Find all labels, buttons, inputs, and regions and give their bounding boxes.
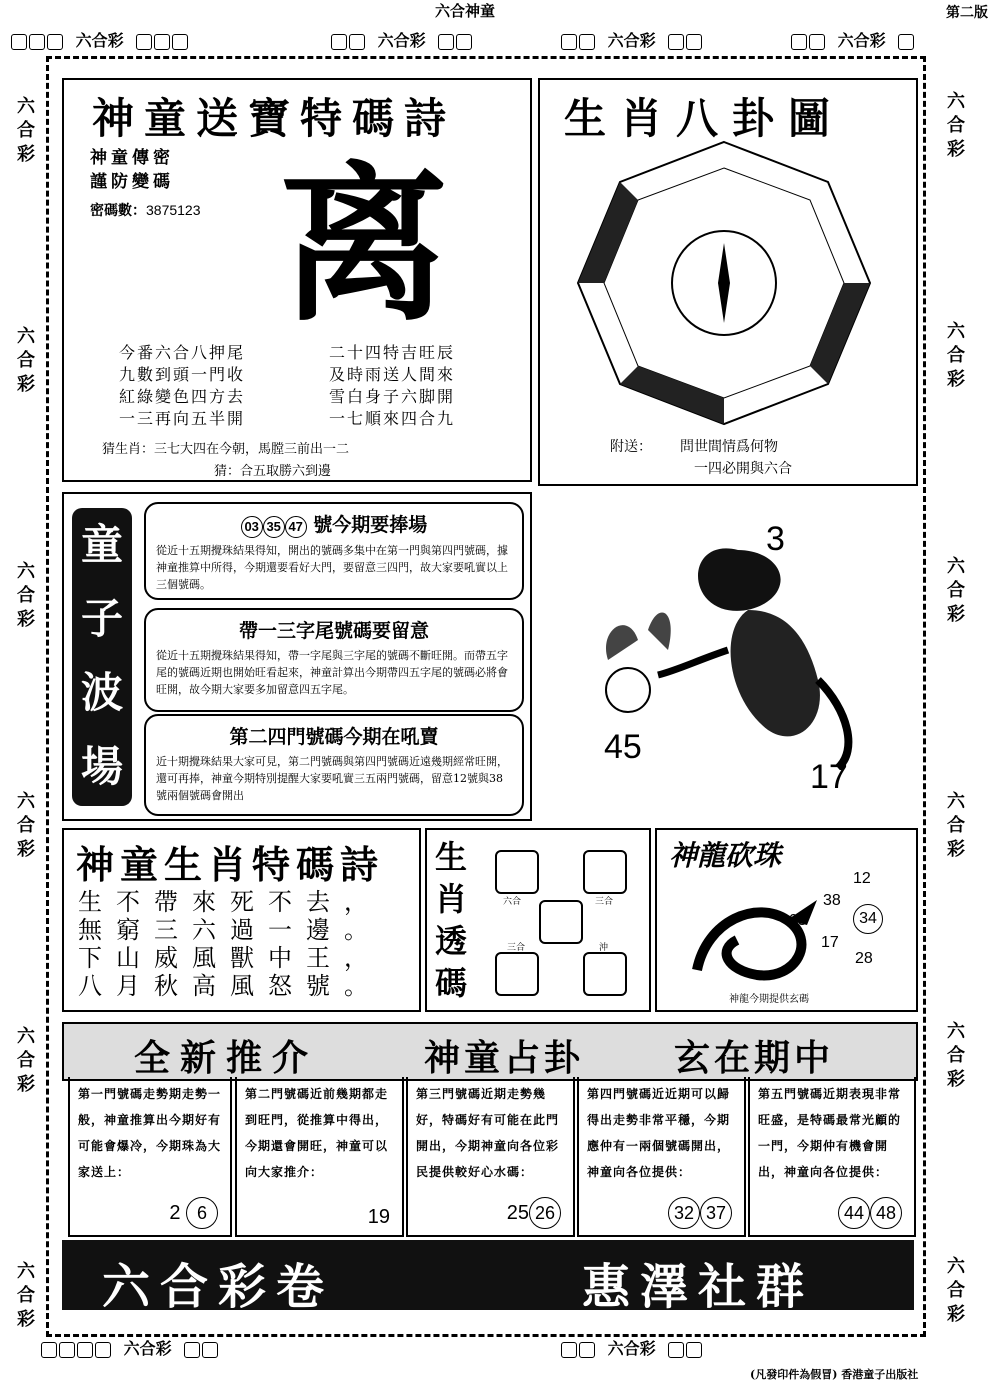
tiger-icon <box>583 952 627 996</box>
verse-right: 二十四特吉旺辰 及時雨送人間來 雪白身子六脚開 一七順來四合九 <box>329 343 456 428</box>
banner-right: 玄在期中 <box>674 1037 835 1079</box>
tongzi-box-3-text: 近十期攪珠結果大家可見，第二門號碼與第四門號碼近遠幾期經常旺開，還可再捧，神童今期特別提醒大家要吼實三五兩門號碼，留意12號與38號兩個號碼會開出 <box>156 755 508 802</box>
zodiac-through-section <box>425 828 651 1012</box>
dragon-num-3: 05 <box>789 912 807 929</box>
bagua-note: 問世間情爲何物 一四必開與六合 <box>680 439 792 477</box>
door-1: 第一門號碼走勢期走勢一般，神童推算出今期好有可能會爆冷，今期珠為大家送上： 2 6 <box>68 1077 232 1237</box>
poem-title: 神童送寶特碼詩 <box>92 94 457 143</box>
monkey-number-1: 3 <box>766 520 785 558</box>
label-2: 三合 <box>595 897 614 907</box>
door-1-nums: 2 6 <box>169 1197 218 1229</box>
dragon-num-2: 38 <box>823 892 841 909</box>
big-char: 离 <box>279 145 450 345</box>
side-label-left-6: 六 合 彩 <box>17 1261 35 1330</box>
side-label-right-1: 六 合 彩 <box>947 91 965 160</box>
footer-band <box>62 1240 914 1315</box>
door-5: 第五門號碼近期表現非常旺盛，是特碼最常光顧的一門，今期仲有機會開出，神童向各位提供： 44 48 <box>748 1077 916 1237</box>
bagua-section <box>538 78 918 486</box>
strip-word-3: 六合彩 <box>607 31 656 50</box>
dragon-num-6: 28 <box>855 950 873 967</box>
label-1: 六合 <box>503 897 522 907</box>
bagua-note-label: 附送： <box>610 439 652 455</box>
tongzi-box-3-heading: 第二四門號碼今期在吼賣 <box>229 726 439 748</box>
dragon-num-1: 12 <box>853 870 871 887</box>
bottom-strip: 六合彩 <box>40 1336 219 1359</box>
banner-left: 全新推介 <box>134 1037 319 1079</box>
door-2-nums: 19 <box>367 1206 390 1228</box>
guess-zodiac: 猜生肖：三七大四在今朝，馬膛三前出一二 <box>102 442 350 457</box>
side-label-right-2: 六 合 彩 <box>947 321 965 390</box>
dog-icon <box>583 850 627 894</box>
tongzi-box-2-heading: 帶一三字尾號碼要留意 <box>238 620 429 642</box>
edition-label: 第二版 <box>946 5 988 21</box>
dragon-section <box>655 828 918 1012</box>
door-2: 第二門號碼近前幾期都走到旺門，從推算中得出，今期還會開旺，神童可以向大家推介： 19 <box>235 1077 404 1237</box>
pig-icon <box>539 900 583 944</box>
door-3: 第三門號碼近期走勢幾好，特碼好有可能在此門開出，今期神童向各位彩民提供較好心水碼： 25 26 <box>406 1077 575 1237</box>
side-label-right-6: 六 合 彩 <box>947 1256 965 1325</box>
label-3: 三合 <box>507 943 526 953</box>
side-label-left-5: 六 合 彩 <box>17 1026 35 1095</box>
banner-middle: 神童占卦 <box>424 1037 585 1079</box>
strip-word-4: 六合彩 <box>837 31 886 50</box>
header-title: 六合神童 <box>435 2 496 20</box>
verse-left: 今番六合八押尾 九數到頭一門收 紅綠變色四方去 一三再向五半開 <box>119 343 246 428</box>
top-strip <box>10 28 189 51</box>
side-label-left-2: 六 合 彩 <box>17 326 35 395</box>
label-4: 沖 <box>599 943 609 953</box>
dragon-caption: 神龍今期提供玄碼 <box>729 994 809 1005</box>
top-strip-3 <box>560 28 703 51</box>
door-4: 第四門號碼近近期可以歸得出走勢非常平穩，今期應仲有一兩個號碼開出，神童向各位提供： 32 37 <box>577 1077 746 1237</box>
tongzi-box-2-text: 從近十五期攪珠結果得知，帶一字尾與三字尾的號碼不斷旺開。而帶五字尾的號碼近期也開始旺看起來，神童計算出今期帶四五字尾的號碼必將會旺開，故今期大家要多加留意四五字尾。 <box>156 649 508 696</box>
guess-line: 猜：合五取勝六到邊 <box>214 464 332 479</box>
tongzi-box-1-text: 從近十五期攪珠結果得知，開出的號碼多集中在第一門與第四門號碼，據神童推算中所得，今期還要看好大門，要留意三四門，故大家要吼實以上三個號碼。 <box>156 544 508 591</box>
top-strip-4 <box>790 28 915 51</box>
tongzi-vertical-title: 童 子 波 場 <box>72 508 132 806</box>
dragon-title: 神龍砍珠 <box>669 839 782 872</box>
dragon-illustration <box>677 880 827 990</box>
zodiac-poem-lines: 生不帶來死不去， 無窮三六過一邊。 下山威風獸中王， 八月秋高風怒號。 <box>78 888 382 1000</box>
secret-lines: 神童傳密 謹防變碼 <box>90 148 174 192</box>
zodiac-poem-title: 神童生肖特碼詩 <box>76 842 385 887</box>
strip-word: 六合彩 <box>75 31 124 50</box>
monkey-section <box>538 490 914 802</box>
tongzi-box-1 <box>144 502 524 600</box>
footer-band-right: 惠澤社群 <box>582 1259 815 1315</box>
side-label-left-3: 六 合 彩 <box>17 561 35 630</box>
top-strip-2 <box>330 28 473 51</box>
monkey-number-2: 45 <box>604 728 642 766</box>
side-label-left-4: 六 合 彩 <box>17 791 35 860</box>
zodiac-through-title: 生 肖 透 碼 <box>435 838 468 1002</box>
side-label-right-3: 六 合 彩 <box>947 556 965 625</box>
recommend-banner <box>62 1022 918 1081</box>
monkey-number-3: 17 <box>810 758 848 796</box>
dragon-num-5: 17 <box>821 934 839 951</box>
password-line: 密碼數：3875123 <box>90 202 201 219</box>
side-label-right-5: 六 合 彩 <box>947 1021 965 1090</box>
bagua-wheel <box>574 138 874 428</box>
tongzi-box-1-heading: 03 35 47 號今期要捧場 <box>156 510 512 538</box>
bagua-title: 生肖八卦圖 <box>564 94 845 143</box>
snake-icon <box>495 952 539 996</box>
tongzi-section <box>62 492 532 821</box>
rooster-icon <box>495 850 539 894</box>
strip-word-2: 六合彩 <box>377 31 426 50</box>
bottom-strip-2: 六合彩 <box>560 1336 703 1359</box>
door-3-nums: 25 26 <box>507 1197 561 1229</box>
tongzi-box-2 <box>144 608 524 712</box>
dragon-num-4: 34 <box>853 904 883 934</box>
zodiac-poem-section <box>62 828 421 1012</box>
side-label-left-1: 六 合 彩 <box>17 96 35 165</box>
footer-note: (凡發印件為假冒) 香港童子出版社 <box>750 1368 919 1381</box>
door-4-nums: 32 37 <box>668 1197 732 1229</box>
tongzi-box-3 <box>144 714 524 816</box>
poem-section <box>62 78 532 482</box>
side-label-right-4: 六 合 彩 <box>947 791 965 860</box>
footer-band-left: 六合彩卷 <box>102 1259 335 1315</box>
door-5-nums: 44 48 <box>838 1197 902 1229</box>
